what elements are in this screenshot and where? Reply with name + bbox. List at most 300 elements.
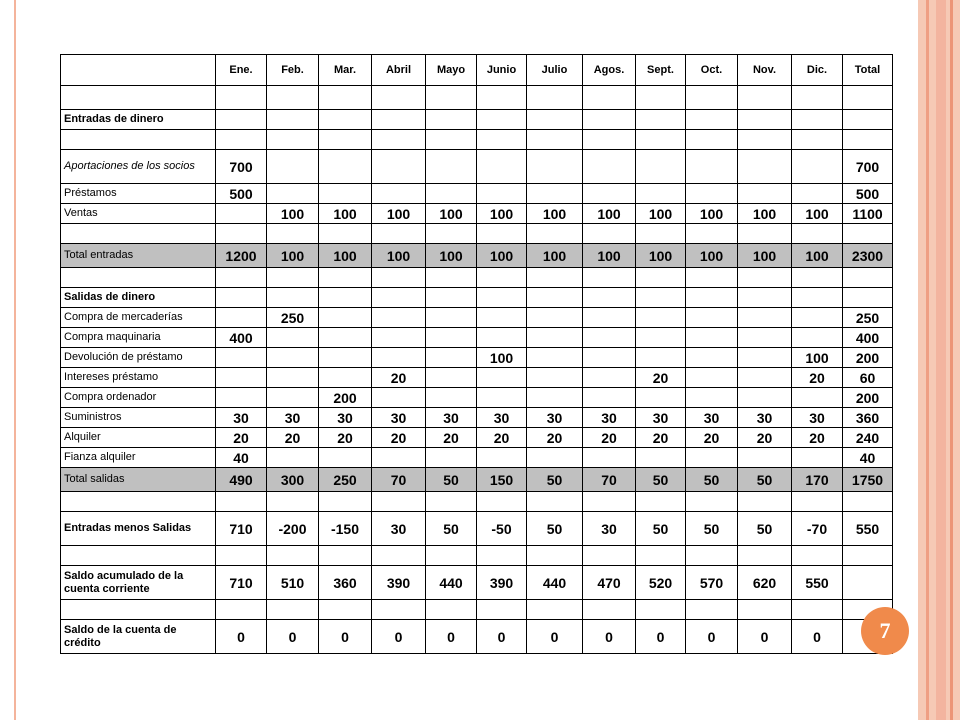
month-value-cell xyxy=(792,86,843,110)
month-value-cell xyxy=(738,150,792,184)
month-value-cell xyxy=(583,328,636,348)
row-total-cell xyxy=(843,546,893,566)
month-value-cell xyxy=(792,288,843,308)
month-value-cell xyxy=(477,600,527,620)
month-value-cell xyxy=(216,600,267,620)
row-total-cell: 1100 xyxy=(843,204,893,224)
month-value-cell xyxy=(583,288,636,308)
row-total-cell xyxy=(843,224,893,244)
month-value-cell: 30 xyxy=(686,408,738,428)
row-label: Fianza alquiler xyxy=(61,448,216,468)
month-value-cell xyxy=(583,268,636,288)
month-value-cell xyxy=(372,224,426,244)
month-value-cell xyxy=(372,328,426,348)
month-value-cell xyxy=(477,224,527,244)
month-header-cell: Julio xyxy=(527,55,583,86)
month-value-cell xyxy=(426,388,477,408)
month-value-cell xyxy=(636,448,686,468)
month-value-cell xyxy=(267,328,319,348)
month-value-cell: 0 xyxy=(636,620,686,654)
month-value-cell: 0 xyxy=(792,620,843,654)
month-value-cell: 20 xyxy=(319,428,372,448)
month-value-cell xyxy=(636,224,686,244)
month-value-cell: 50 xyxy=(636,512,686,546)
row-label xyxy=(61,268,216,288)
month-value-cell xyxy=(792,600,843,620)
month-value-cell xyxy=(636,288,686,308)
month-value-cell xyxy=(527,388,583,408)
month-value-cell xyxy=(267,110,319,130)
month-value-cell: 50 xyxy=(686,468,738,492)
month-header-cell: Ene. xyxy=(216,55,267,86)
row-label: Aportaciones de los socios xyxy=(61,150,216,184)
month-value-cell xyxy=(267,130,319,150)
table-row xyxy=(61,468,893,492)
month-value-cell xyxy=(319,492,372,512)
month-value-cell xyxy=(686,150,738,184)
month-value-cell xyxy=(636,388,686,408)
month-value-cell xyxy=(583,184,636,204)
month-value-cell xyxy=(527,184,583,204)
month-value-cell: 100 xyxy=(583,204,636,224)
row-label: Devolución de préstamo xyxy=(61,348,216,368)
month-value-cell xyxy=(426,184,477,204)
month-value-cell xyxy=(738,224,792,244)
month-value-cell xyxy=(216,368,267,388)
month-value-cell xyxy=(477,328,527,348)
month-header-cell: Dic. xyxy=(792,55,843,86)
right-accent-stripe xyxy=(950,0,953,720)
month-value-cell xyxy=(372,546,426,566)
table-row xyxy=(61,224,893,244)
month-value-cell xyxy=(216,110,267,130)
month-value-cell xyxy=(319,86,372,110)
month-value-cell xyxy=(527,448,583,468)
month-value-cell xyxy=(216,224,267,244)
month-value-cell xyxy=(372,150,426,184)
month-value-cell xyxy=(477,130,527,150)
table-row xyxy=(61,204,893,224)
month-value-cell xyxy=(636,110,686,130)
month-value-cell: 100 xyxy=(426,204,477,224)
month-value-cell xyxy=(636,600,686,620)
month-value-cell: 50 xyxy=(738,468,792,492)
month-value-cell xyxy=(527,492,583,512)
month-value-cell: 520 xyxy=(636,566,686,600)
month-header-cell: Agos. xyxy=(583,55,636,86)
month-value-cell: 20 xyxy=(583,428,636,448)
month-value-cell xyxy=(738,448,792,468)
month-value-cell xyxy=(686,546,738,566)
month-value-cell xyxy=(477,150,527,184)
month-value-cell: 0 xyxy=(583,620,636,654)
month-value-cell: -50 xyxy=(477,512,527,546)
month-value-cell: 710 xyxy=(216,512,267,546)
month-value-cell: 400 xyxy=(216,328,267,348)
row-label: Compra ordenador xyxy=(61,388,216,408)
month-value-cell xyxy=(319,348,372,368)
month-value-cell xyxy=(267,268,319,288)
row-total-cell: 250 xyxy=(843,308,893,328)
month-value-cell xyxy=(583,224,636,244)
month-value-cell xyxy=(477,268,527,288)
month-value-cell: 20 xyxy=(686,428,738,448)
month-value-cell xyxy=(372,448,426,468)
month-value-cell: 50 xyxy=(636,468,686,492)
month-value-cell xyxy=(216,130,267,150)
month-value-cell xyxy=(686,368,738,388)
table-row xyxy=(61,428,893,448)
month-value-cell: 20 xyxy=(636,368,686,388)
month-value-cell: 0 xyxy=(738,620,792,654)
month-value-cell xyxy=(583,368,636,388)
table-row xyxy=(61,408,893,428)
row-label: Compra de mercaderías xyxy=(61,308,216,328)
month-value-cell xyxy=(686,388,738,408)
month-value-cell xyxy=(477,492,527,512)
month-value-cell xyxy=(738,288,792,308)
month-value-cell: 620 xyxy=(738,566,792,600)
month-value-cell xyxy=(636,308,686,328)
table-row xyxy=(61,512,893,546)
row-total-cell: 500 xyxy=(843,184,893,204)
month-value-cell xyxy=(738,388,792,408)
row-total-cell xyxy=(843,110,893,130)
month-header-cell: Junio xyxy=(477,55,527,86)
month-value-cell xyxy=(527,130,583,150)
month-value-cell xyxy=(477,184,527,204)
month-value-cell: 100 xyxy=(686,204,738,224)
month-value-cell xyxy=(583,448,636,468)
month-value-cell xyxy=(792,388,843,408)
month-value-cell xyxy=(792,110,843,130)
row-label: Salidas de dinero xyxy=(61,288,216,308)
row-total-cell: 200 xyxy=(843,348,893,368)
month-value-cell: 390 xyxy=(477,566,527,600)
month-value-cell xyxy=(792,546,843,566)
month-value-cell xyxy=(319,600,372,620)
table-row xyxy=(61,546,893,566)
month-value-cell xyxy=(527,328,583,348)
month-value-cell: 0 xyxy=(372,620,426,654)
month-value-cell: 30 xyxy=(477,408,527,428)
month-value-cell xyxy=(426,368,477,388)
month-value-cell xyxy=(636,348,686,368)
month-value-cell: 440 xyxy=(426,566,477,600)
month-value-cell xyxy=(426,308,477,328)
left-accent-rule xyxy=(14,0,16,720)
month-header-cell: Mayo xyxy=(426,55,477,86)
month-value-cell xyxy=(738,268,792,288)
total-header-cell: Total xyxy=(843,55,893,86)
month-value-cell xyxy=(738,328,792,348)
month-value-cell: 50 xyxy=(527,512,583,546)
month-value-cell xyxy=(738,492,792,512)
month-value-cell: 0 xyxy=(426,620,477,654)
month-value-cell: 0 xyxy=(477,620,527,654)
month-value-cell xyxy=(426,600,477,620)
row-total-cell xyxy=(843,566,893,600)
month-value-cell xyxy=(319,150,372,184)
month-value-cell: -150 xyxy=(319,512,372,546)
month-value-cell: 100 xyxy=(792,348,843,368)
month-value-cell xyxy=(686,328,738,348)
row-total-cell: 60 xyxy=(843,368,893,388)
row-label: Ventas xyxy=(61,204,216,224)
month-value-cell xyxy=(426,268,477,288)
month-value-cell xyxy=(583,130,636,150)
month-value-cell: 30 xyxy=(636,408,686,428)
month-value-cell: 100 xyxy=(583,244,636,268)
month-value-cell xyxy=(319,110,372,130)
row-label: Total entradas xyxy=(61,244,216,268)
month-value-cell: 50 xyxy=(426,512,477,546)
month-value-cell xyxy=(527,348,583,368)
table-row xyxy=(61,268,893,288)
table-row xyxy=(61,288,893,308)
month-value-cell xyxy=(477,448,527,468)
month-value-cell xyxy=(319,546,372,566)
month-value-cell: 100 xyxy=(792,204,843,224)
month-value-cell: 100 xyxy=(267,244,319,268)
month-value-cell xyxy=(527,368,583,388)
month-value-cell: 20 xyxy=(792,428,843,448)
month-value-cell: 20 xyxy=(372,368,426,388)
month-value-cell xyxy=(372,600,426,620)
row-label: Saldo acumulado de la cuenta corriente xyxy=(61,566,216,600)
month-value-cell xyxy=(216,492,267,512)
month-value-cell: 20 xyxy=(267,428,319,448)
month-value-cell xyxy=(527,224,583,244)
month-value-cell: 30 xyxy=(792,408,843,428)
month-value-cell xyxy=(426,348,477,368)
month-value-cell xyxy=(319,308,372,328)
month-value-cell xyxy=(583,348,636,368)
month-value-cell xyxy=(686,348,738,368)
month-value-cell xyxy=(583,546,636,566)
row-total-cell xyxy=(843,492,893,512)
month-value-cell: 20 xyxy=(792,368,843,388)
month-value-cell xyxy=(372,288,426,308)
row-label xyxy=(61,492,216,512)
month-value-cell xyxy=(583,86,636,110)
month-value-cell: 250 xyxy=(267,308,319,328)
month-value-cell: 100 xyxy=(477,204,527,224)
month-value-cell xyxy=(216,546,267,566)
month-value-cell xyxy=(686,308,738,328)
month-value-cell xyxy=(477,308,527,328)
month-value-cell xyxy=(527,110,583,130)
month-value-cell xyxy=(426,224,477,244)
page-number-badge: 7 xyxy=(861,607,909,655)
month-value-cell xyxy=(372,130,426,150)
month-value-cell: 50 xyxy=(686,512,738,546)
row-label: Suministros xyxy=(61,408,216,428)
month-value-cell xyxy=(267,184,319,204)
month-value-cell xyxy=(216,288,267,308)
right-accent-stripe xyxy=(936,0,946,720)
month-value-cell xyxy=(477,86,527,110)
month-value-cell xyxy=(636,150,686,184)
month-value-cell: 50 xyxy=(426,468,477,492)
table-row xyxy=(61,130,893,150)
month-value-cell: 20 xyxy=(527,428,583,448)
month-value-cell: 30 xyxy=(372,408,426,428)
month-value-cell: 200 xyxy=(319,388,372,408)
month-value-cell: 510 xyxy=(267,566,319,600)
month-value-cell xyxy=(738,110,792,130)
row-label xyxy=(61,130,216,150)
month-value-cell xyxy=(686,130,738,150)
month-value-cell: 170 xyxy=(792,468,843,492)
month-value-cell xyxy=(686,224,738,244)
row-label: Total salidas xyxy=(61,468,216,492)
month-value-cell xyxy=(216,86,267,110)
table-row xyxy=(61,244,893,268)
month-value-cell: 100 xyxy=(267,204,319,224)
month-value-cell xyxy=(686,268,738,288)
row-total-cell xyxy=(843,288,893,308)
month-value-cell xyxy=(527,268,583,288)
month-value-cell xyxy=(426,130,477,150)
row-label xyxy=(61,600,216,620)
month-value-cell xyxy=(583,150,636,184)
row-label: Entradas menos Salidas xyxy=(61,512,216,546)
month-value-cell xyxy=(426,546,477,566)
row-total-cell: 700 xyxy=(843,150,893,184)
month-value-cell xyxy=(792,130,843,150)
table-row xyxy=(61,348,893,368)
month-value-cell xyxy=(319,368,372,388)
month-value-cell: 440 xyxy=(527,566,583,600)
month-value-cell xyxy=(738,368,792,388)
row-label: Compra maquinaria xyxy=(61,328,216,348)
row-label: Préstamos xyxy=(61,184,216,204)
month-value-cell xyxy=(792,308,843,328)
month-value-cell: 30 xyxy=(319,408,372,428)
month-value-cell: 100 xyxy=(372,244,426,268)
month-value-cell xyxy=(372,110,426,130)
month-value-cell xyxy=(319,328,372,348)
month-value-cell: 30 xyxy=(583,408,636,428)
month-value-cell xyxy=(636,328,686,348)
month-value-cell xyxy=(267,86,319,110)
month-value-cell xyxy=(636,268,686,288)
month-value-cell xyxy=(583,600,636,620)
row-total-cell: 1750 xyxy=(843,468,893,492)
month-value-cell: 20 xyxy=(738,428,792,448)
month-value-cell xyxy=(372,348,426,368)
month-value-cell: 250 xyxy=(319,468,372,492)
month-value-cell xyxy=(583,308,636,328)
month-value-cell xyxy=(319,184,372,204)
month-value-cell: 390 xyxy=(372,566,426,600)
month-value-cell xyxy=(738,308,792,328)
month-value-cell xyxy=(527,600,583,620)
month-value-cell: 20 xyxy=(216,428,267,448)
table-row xyxy=(61,492,893,512)
month-value-cell: 20 xyxy=(636,428,686,448)
row-total-cell xyxy=(843,268,893,288)
month-value-cell xyxy=(686,110,738,130)
month-value-cell: 30 xyxy=(372,512,426,546)
month-header-row xyxy=(61,55,893,86)
month-value-cell: 30 xyxy=(583,512,636,546)
month-value-cell: 20 xyxy=(426,428,477,448)
month-value-cell xyxy=(636,546,686,566)
month-value-cell xyxy=(426,492,477,512)
month-value-cell: 20 xyxy=(372,428,426,448)
month-value-cell: 570 xyxy=(686,566,738,600)
month-value-cell: 0 xyxy=(319,620,372,654)
row-total-cell: 400 xyxy=(843,328,893,348)
month-value-cell: 100 xyxy=(426,244,477,268)
month-header-cell: Nov. xyxy=(738,55,792,86)
month-value-cell xyxy=(686,600,738,620)
month-value-cell: 20 xyxy=(477,428,527,448)
month-value-cell xyxy=(319,224,372,244)
month-header-cell: Abril xyxy=(372,55,426,86)
month-value-cell xyxy=(636,86,686,110)
month-value-cell xyxy=(792,328,843,348)
month-value-cell: 700 xyxy=(216,150,267,184)
month-value-cell xyxy=(792,268,843,288)
month-value-cell xyxy=(216,348,267,368)
month-value-cell: -70 xyxy=(792,512,843,546)
month-header-cell: Mar. xyxy=(319,55,372,86)
month-value-cell xyxy=(636,492,686,512)
month-value-cell xyxy=(267,224,319,244)
table-row xyxy=(61,308,893,328)
month-value-cell xyxy=(477,368,527,388)
month-value-cell xyxy=(527,86,583,110)
month-value-cell xyxy=(477,288,527,308)
month-value-cell xyxy=(372,268,426,288)
row-label: Alquiler xyxy=(61,428,216,448)
month-value-cell: 490 xyxy=(216,468,267,492)
month-value-cell: 100 xyxy=(527,204,583,224)
month-value-cell xyxy=(583,492,636,512)
month-value-cell xyxy=(319,130,372,150)
month-value-cell xyxy=(216,268,267,288)
month-value-cell: 100 xyxy=(319,244,372,268)
month-value-cell: 100 xyxy=(477,348,527,368)
month-value-cell xyxy=(267,150,319,184)
table-row xyxy=(61,620,893,654)
month-value-cell: 300 xyxy=(267,468,319,492)
month-header-cell: Feb. xyxy=(267,55,319,86)
row-total-cell: 2300 xyxy=(843,244,893,268)
month-value-cell xyxy=(267,600,319,620)
month-value-cell xyxy=(738,600,792,620)
month-value-cell xyxy=(267,368,319,388)
month-value-cell: 0 xyxy=(267,620,319,654)
month-header-cell: Sept. xyxy=(636,55,686,86)
month-value-cell xyxy=(267,288,319,308)
table-row xyxy=(61,448,893,468)
month-value-cell xyxy=(372,86,426,110)
month-value-cell: 710 xyxy=(216,566,267,600)
month-value-cell: 30 xyxy=(527,408,583,428)
month-value-cell xyxy=(477,546,527,566)
month-value-cell: 0 xyxy=(216,620,267,654)
month-value-cell xyxy=(267,546,319,566)
month-value-cell xyxy=(319,268,372,288)
row-label: Saldo de la cuenta de crédito xyxy=(61,620,216,654)
month-value-cell xyxy=(372,308,426,328)
month-value-cell xyxy=(792,184,843,204)
month-value-cell: 100 xyxy=(792,244,843,268)
